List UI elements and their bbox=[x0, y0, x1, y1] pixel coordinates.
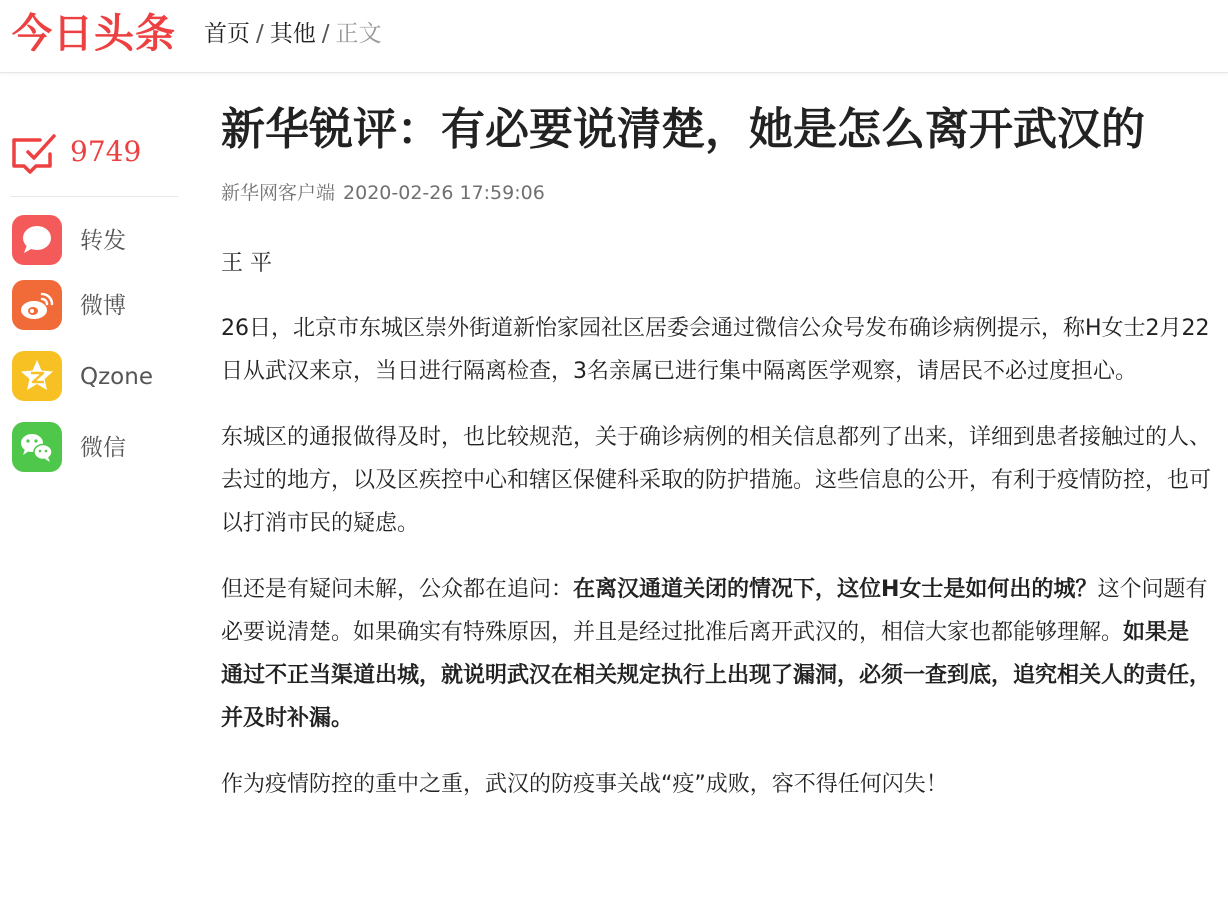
paragraph-bold-text: 在离汉通道关闭的情况下，这位H女士是如何出的城？ bbox=[573, 577, 1098, 602]
article-paragraph: 作为疫情防控的重中之重，武汉的防疫事关战“疫”成败，容不得任何闪失！ bbox=[221, 772, 948, 797]
paragraph-text: 这个问题有必要说清楚。如果确实有特殊原因，并且是经过批准后离开武汉的，相信大家也都能够理解。 bbox=[221, 577, 1208, 645]
comment-count-row[interactable] bbox=[10, 110, 178, 197]
share-weibo-label: 微博 bbox=[80, 293, 126, 319]
article-title: 新华锐评：有必要说清楚，她是怎么离开武汉的 bbox=[221, 104, 1145, 155]
wechat-icon bbox=[12, 422, 62, 472]
top-header bbox=[0, 0, 1228, 73]
share-wechat-button[interactable] bbox=[10, 422, 178, 474]
qzone-icon bbox=[12, 351, 62, 401]
breadcrumb-home[interactable]: 首页 bbox=[204, 21, 250, 47]
share-sidebar bbox=[10, 110, 178, 461]
article-time: 2020-02-26 17:59:06 bbox=[343, 182, 545, 204]
breadcrumb-separator: / bbox=[321, 21, 330, 47]
site-logo[interactable]: 今日头条 bbox=[12, 11, 176, 57]
article-paragraph: 东城区的通报做得及时，也比较规范，关于确诊病例的相关信息都列了出来，详细到患者接触过的人、去过的地方，以及区疾控中心和辖区保健科采取的防护措施。这些信息的公开，有利于疫情防控，也可以打消市民的疑虑。 bbox=[221, 425, 1212, 536]
comment-icon bbox=[10, 132, 58, 176]
share-repost-label: 转发 bbox=[80, 228, 126, 254]
article bbox=[221, 98, 1211, 806]
paragraph-text: 但还是有疑问未解，公众都在追问： bbox=[221, 577, 574, 602]
share-wechat-label: 微信 bbox=[80, 435, 126, 461]
repost-icon bbox=[12, 215, 62, 265]
article-author: 王 平 bbox=[221, 251, 272, 276]
breadcrumb-current: 正文 bbox=[335, 21, 382, 47]
breadcrumb bbox=[204, 18, 382, 50]
share-qzone-label: Qzone bbox=[80, 364, 153, 390]
comment-count: 9749 bbox=[70, 135, 142, 168]
article-meta bbox=[221, 180, 1211, 206]
article-source[interactable]: 新华网客户端 bbox=[221, 182, 336, 204]
share-qzone-button[interactable] bbox=[10, 351, 178, 403]
article-paragraph bbox=[221, 568, 1211, 740]
paragraph-bold-text: 如果是通过不正当渠道出城，就说明武汉在相关规定执行上出现了漏洞，必须一查到底，追究相关人的责任，并及时补漏。 bbox=[221, 620, 1212, 731]
breadcrumb-category[interactable]: 其他 bbox=[269, 21, 316, 47]
article-paragraph: 26日，北京市东城区崇外街道新怡家园社区居委会通过微信公众号发布确诊病例提示，称H女士2月22日从武汉来京，当日进行隔离检查，3名亲属已进行集中隔离医学观察，请居民不必过度担心。 bbox=[221, 316, 1210, 384]
share-weibo-button[interactable] bbox=[10, 280, 178, 332]
share-repost-button[interactable] bbox=[10, 215, 178, 267]
breadcrumb-separator: / bbox=[256, 21, 264, 47]
weibo-icon bbox=[12, 280, 62, 330]
